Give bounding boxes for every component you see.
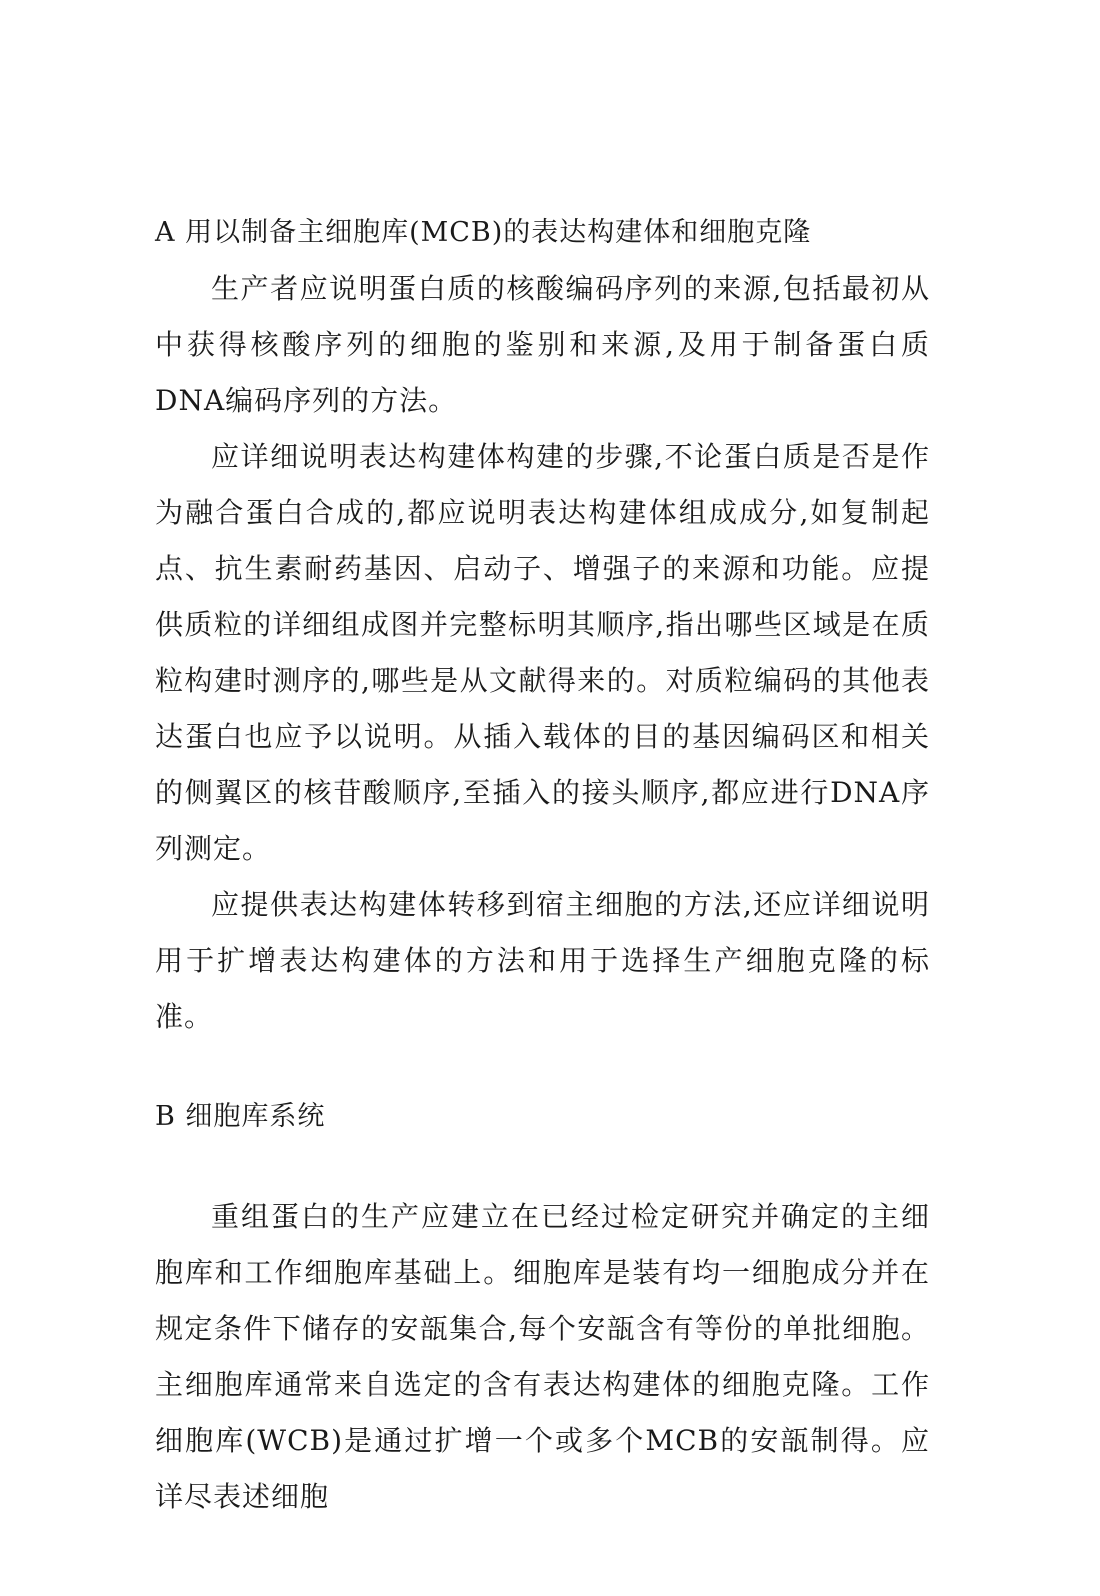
section-a-paragraph-1: 生产者应说明蛋白质的核酸编码序列的来源,包括最初从中获得核酸序列的细胞的鉴别和来源,及用于制备蛋白质DNA编码序列的方法。	[155, 272, 930, 417]
section-b-heading: B 细胞库系统	[155, 1101, 326, 1132]
section-spacer	[155, 1145, 930, 1189]
document-body	[155, 205, 930, 1525]
section-a-paragraph-3: 应提供表达构建体转移到宿主细胞的方法,还应详细说明用于扩增表达构建体的方法和用于选择生产细胞克隆的标准。	[155, 888, 930, 1033]
section-a-paragraph-2: 应详细说明表达构建体构建的步骤,不论蛋白质是否是作为融合蛋白合成的,都应说明表达构建体组成成分,如复制起点、抗生素耐药基因、启动子、增强子的来源和功能。应提供质粒的详细组成图并完整标明其顺序,指出哪些区域是在质粒构建时测序的,哪些是从文献得来的。对质粒编码的其他表达蛋白也应予以说明。从插入载体的目的基因编码区和相关的侧翼区的核苷酸顺序,至插入的接头顺序,都应进行DNA序列测定。	[155, 440, 930, 865]
section-spacer	[155, 1045, 930, 1089]
section-a-heading: A 用以制备主细胞库(MCB)的表达构建体和细胞克隆	[155, 217, 812, 248]
section-b-paragraph-1: 重组蛋白的生产应建立在已经过检定研究并确定的主细胞库和工作细胞库基础上。细胞库是装有均一细胞成分并在规定条件下储存的安瓿集合,每个安瓿含有等份的单批细胞。主细胞库通常来自选定的含有表达构建体的细胞克隆。工作细胞库(WCB)是通过扩增一个或多个MCB的安瓿制得。应详尽表述细胞	[155, 1200, 930, 1513]
